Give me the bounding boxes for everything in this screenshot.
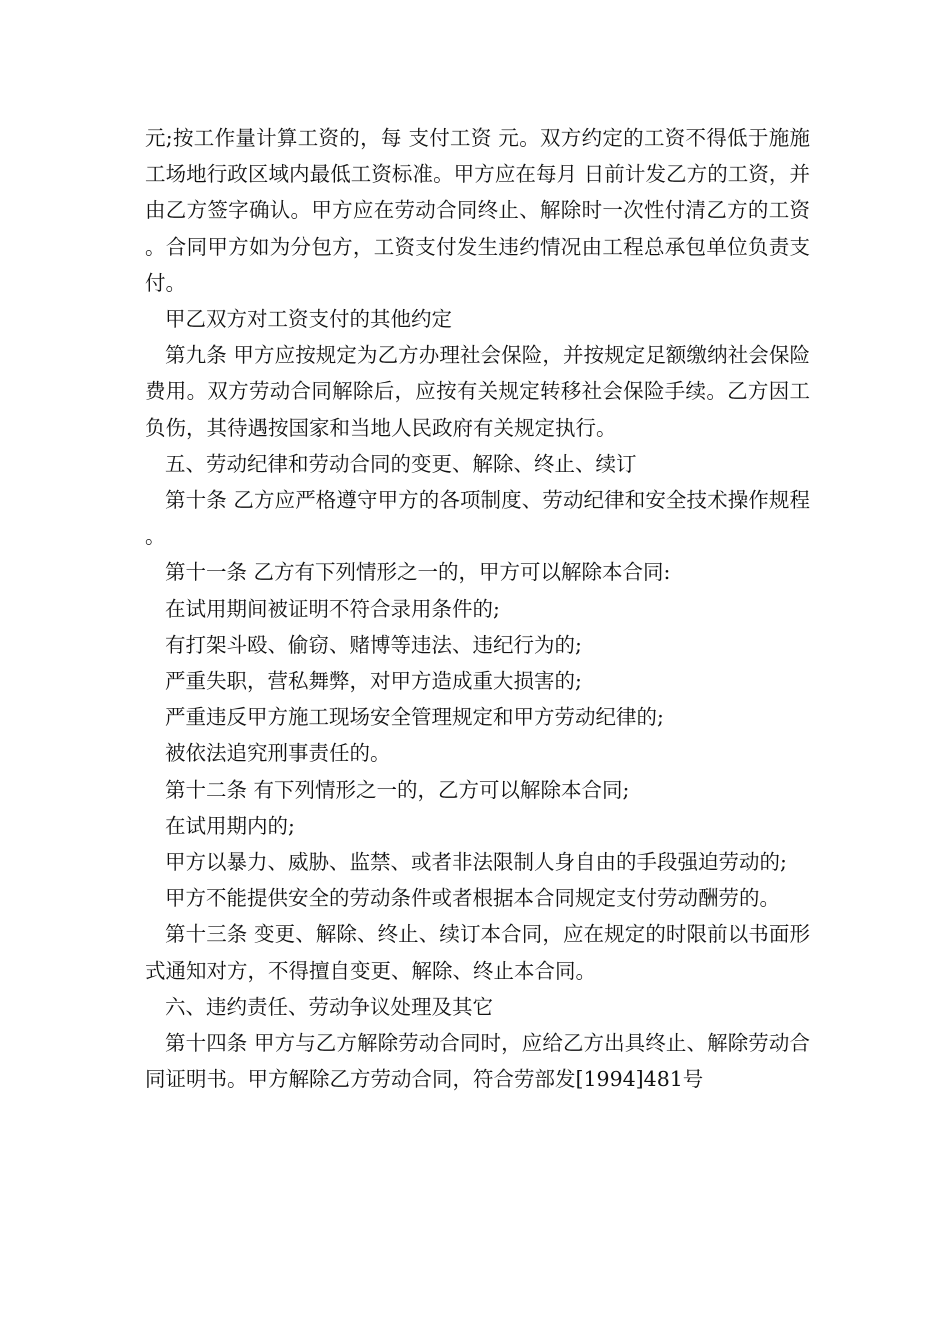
section-heading-5: 五、劳动纪律和劳动合同的变更、解除、终止、续订	[165, 451, 637, 476]
list-item-article-12-1: 在试用期内的;	[165, 813, 295, 838]
list-item-article-11-3: 严重失职，营私舞弊，对甲方造成重大损害的;	[165, 669, 582, 694]
list-item-article-11-2: 有打架斗殴、偷窃、赌博等违法、违纪行为的;	[165, 632, 582, 657]
paragraph-article-10: 第十条 乙方应严格遵守甲方的各项制度、劳动纪律和安全技术操作规程。	[145, 488, 810, 549]
document-body	[145, 120, 810, 1097]
list-item-article-11-1: 在试用期间被证明不符合录用条件的;	[165, 596, 500, 621]
paragraph-article-13: 第十三条 变更、解除、终止、续订本合同，应在规定的时限前以书面形式通知对方，不得擅自变更、解除、终止本合同。	[145, 922, 810, 983]
paragraph-article-14: 第十四条 甲方与乙方解除劳动合同时，应给乙方出具终止、解除劳动合同证明书。甲方解除乙方劳动合同，符合劳部发[1994]481号	[145, 1031, 810, 1092]
list-item-article-11-4: 严重违反甲方施工现场安全管理规定和甲方劳动纪律的;	[165, 705, 664, 730]
list-item-article-12-3: 甲方不能提供安全的劳动条件或者根据本合同规定支付劳动酬劳的。	[165, 886, 780, 911]
section-heading-6: 六、违约责任、劳动争议处理及其它	[165, 994, 493, 1019]
paragraph-article-9: 第九条 甲方应按规定为乙方办理社会保险，并按规定足额缴纳社会保险费用。双方劳动合同解除后，应按有关规定转移社会保险手续。乙方因工负伤，其待遇按国家和当地人民政府有关规定执行。	[145, 343, 810, 440]
list-item-article-11-5: 被依法追究刑事责任的。	[165, 741, 391, 766]
paragraph-article-11: 第十一条 乙方有下列情形之一的，甲方可以解除本合同:	[165, 560, 671, 585]
paragraph-wage-payment: 元;按工作量计算工资的，每 支付工资 元。双方约定的工资不得低于施施工场地行政区域内最低工资标准。甲方应在每月 日前计发乙方的工资，并由乙方签字确认。甲方应在劳动合同终止、解除时一次性付清乙方的工资。合同甲方如为分包方，工资支付发生违约情况由工程总承包单位负责支付。	[145, 126, 810, 295]
paragraph-other-wage-agreement: 甲乙双方对工资支付的其他约定	[165, 307, 452, 332]
paragraph-article-12: 第十二条 有下列情形之一的，乙方可以解除本合同;	[165, 777, 630, 802]
list-item-article-12-2: 甲方以暴力、威胁、监禁、或者非法限制人身自由的手段强迫劳动的;	[165, 850, 787, 875]
